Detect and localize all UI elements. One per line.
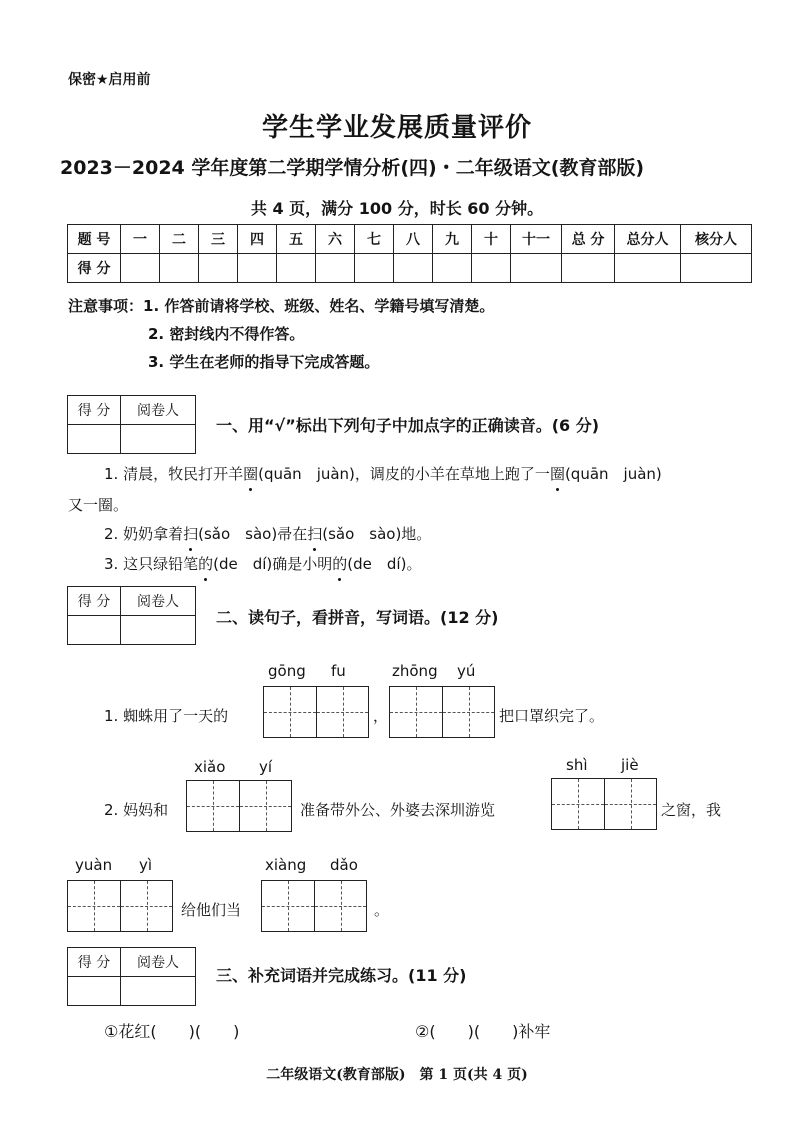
score-table-header-row [68, 225, 752, 254]
score-table-col: 八 [394, 225, 433, 254]
score-table-col: 三 [199, 225, 238, 254]
score-table-score-row [68, 254, 752, 283]
section1-scorebox [67, 395, 196, 454]
exam-subtitle: 2023－2024 学年度第二学期学情分析(四)・二年级语文(教育部版) [60, 157, 645, 179]
pinyin-label: xiàng [265, 856, 307, 874]
score-cell[interactable] [355, 254, 394, 283]
scorebox-score-cell[interactable] [68, 977, 121, 1006]
scorebox-grader-label: 阅卷人 [121, 587, 196, 616]
section3-title: 三、补充词语并完成练习。(11 分) [216, 966, 467, 985]
note-item: 2. 密封线内不得作答。 [148, 325, 305, 343]
notes-label: 注意事项： [68, 297, 144, 315]
score-table-col: 十 [472, 225, 511, 254]
score-cell[interactable] [681, 254, 752, 283]
page-title: 学生学业发展质量评价 [261, 113, 532, 143]
dotted-char: 扫 [183, 525, 199, 543]
pinyin-label: fu [331, 662, 346, 680]
writing-grid[interactable] [263, 686, 369, 738]
s3-item-1[interactable]: ①花红( )( ) [104, 1022, 240, 1041]
pinyin-label: yí [259, 758, 273, 776]
s2-q2-text-5: 。 [374, 901, 390, 919]
s2-q2-text-4: 给他们当 [181, 901, 242, 919]
dotted-char: 扫 [307, 525, 323, 543]
scorebox-score-label: 得 分 [68, 587, 121, 616]
writing-grid[interactable] [389, 686, 495, 738]
exam-info: 共 4 页，满分 100 分，时长 60 分钟。 [250, 199, 544, 218]
s2-q1-text-2: 把口罩织完了。 [499, 707, 605, 725]
section3-scorebox [67, 947, 196, 1006]
pinyin-label: yì [139, 856, 153, 874]
writing-grid[interactable] [551, 778, 657, 830]
scorebox-grader-label: 阅卷人 [121, 948, 196, 977]
note-item: 3. 学生在老师的指导下完成答题。 [148, 353, 380, 371]
score-cell[interactable] [394, 254, 433, 283]
score-table-col: 四 [238, 225, 277, 254]
scorebox-grader-cell[interactable] [121, 977, 196, 1006]
scorebox-score-label: 得 分 [68, 948, 121, 977]
scorebox-score-label: 得 分 [68, 396, 121, 425]
score-table-col: 十一 [511, 225, 562, 254]
score-table-col: 一 [121, 225, 160, 254]
score-cell[interactable] [121, 254, 160, 283]
pinyin-label: jiè [621, 756, 639, 774]
note-item: 注意事项：1. 作答前请将学校、班级、姓名、学籍号填写清楚。 [68, 297, 495, 315]
score-cell[interactable] [472, 254, 511, 283]
pinyin-label: shì [566, 756, 588, 774]
score-cell[interactable] [615, 254, 681, 283]
pinyin-label: dǎo [330, 856, 358, 874]
pinyin-choices[interactable]: (de dí) [347, 555, 407, 573]
score-table-row-label: 得 分 [68, 254, 121, 283]
writing-grid[interactable] [67, 880, 173, 932]
s1-question-3: 3. 这只绿铅笔的(de dí)确是小明的(de dí)。 [104, 555, 422, 573]
score-table-row-label: 题 号 [68, 225, 121, 254]
scorebox-score-cell[interactable] [68, 616, 121, 645]
writing-grid[interactable] [261, 880, 367, 932]
score-table-col: 总分人 [615, 225, 681, 254]
s2-q2-text-1: 2. 妈妈和 [104, 801, 169, 819]
score-cell[interactable] [199, 254, 238, 283]
pinyin-choices[interactable]: (quān juàn) [258, 465, 355, 483]
s1-question-1-cont: 又一圈。 [68, 496, 129, 514]
score-table-col: 核分人 [681, 225, 752, 254]
s1-question-2: 2. 奶奶拿着扫(sǎo sào)帚在扫(sǎo sào)地。 [104, 525, 432, 543]
score-table-col: 二 [160, 225, 199, 254]
dotted-char: 的 [332, 555, 348, 573]
score-cell[interactable] [562, 254, 615, 283]
pinyin-label: xiǎo [194, 758, 226, 776]
pinyin-choices[interactable]: (sǎo sào) [322, 525, 402, 543]
pinyin-label: zhōng [392, 662, 438, 680]
score-table-col: 九 [433, 225, 472, 254]
confidential-label: 保密★启用前 [68, 72, 151, 88]
scorebox-score-cell[interactable] [68, 425, 121, 454]
dotted-char: 的 [198, 555, 214, 573]
dotted-char: 圈 [243, 465, 259, 483]
section2-scorebox [67, 586, 196, 645]
score-cell[interactable] [160, 254, 199, 283]
pinyin-label: gōng [268, 662, 306, 680]
score-table-col: 五 [277, 225, 316, 254]
scorebox-grader-cell[interactable] [121, 425, 196, 454]
notes [68, 292, 494, 376]
scorebox-grader-cell[interactable] [121, 616, 196, 645]
s2-q2-text-3: 之窗，我 [661, 801, 722, 819]
section1-title: 一、用“√”标出下列句子中加点字的正确读音。(6 分) [216, 416, 600, 435]
s2-q1-text-1: 1. 蜘蛛用了一天的 [104, 707, 229, 725]
s3-item-2[interactable]: ②( )( )补牢 [415, 1022, 551, 1041]
score-table-col: 六 [316, 225, 355, 254]
scorebox-grader-label: 阅卷人 [121, 396, 196, 425]
writing-grid[interactable] [186, 780, 292, 832]
section2-title: 二、读句子，看拼音，写词语。(12 分) [216, 608, 499, 627]
dotted-char: 圈 [549, 465, 565, 483]
score-table [67, 224, 752, 283]
score-cell[interactable] [277, 254, 316, 283]
s2-q1-sep: ， [373, 707, 389, 725]
score-cell[interactable] [433, 254, 472, 283]
score-table-col: 七 [355, 225, 394, 254]
page-footer: 二年级语文(教育部版) 第 1 页(共 4 页) [266, 1067, 528, 1083]
pinyin-choices[interactable]: (de dí) [213, 555, 273, 573]
pinyin-label: yuàn [75, 856, 113, 874]
pinyin-label: yú [457, 662, 476, 680]
score-cell[interactable] [511, 254, 562, 283]
score-table-col: 总 分 [562, 225, 615, 254]
pinyin-choices[interactable]: (sǎo sào) [198, 525, 278, 543]
s2-q2-text-2: 准备带外公、外婆去深圳游览 [300, 801, 496, 819]
score-cell[interactable] [316, 254, 355, 283]
s1-question-1: 1. 清晨，牧民打开羊圈(quān juàn)，调皮的小羊在草地上跑了一圈(quān juàn) [104, 465, 662, 483]
score-cell[interactable] [238, 254, 277, 283]
pinyin-choices[interactable]: (quān juàn) [564, 465, 662, 483]
